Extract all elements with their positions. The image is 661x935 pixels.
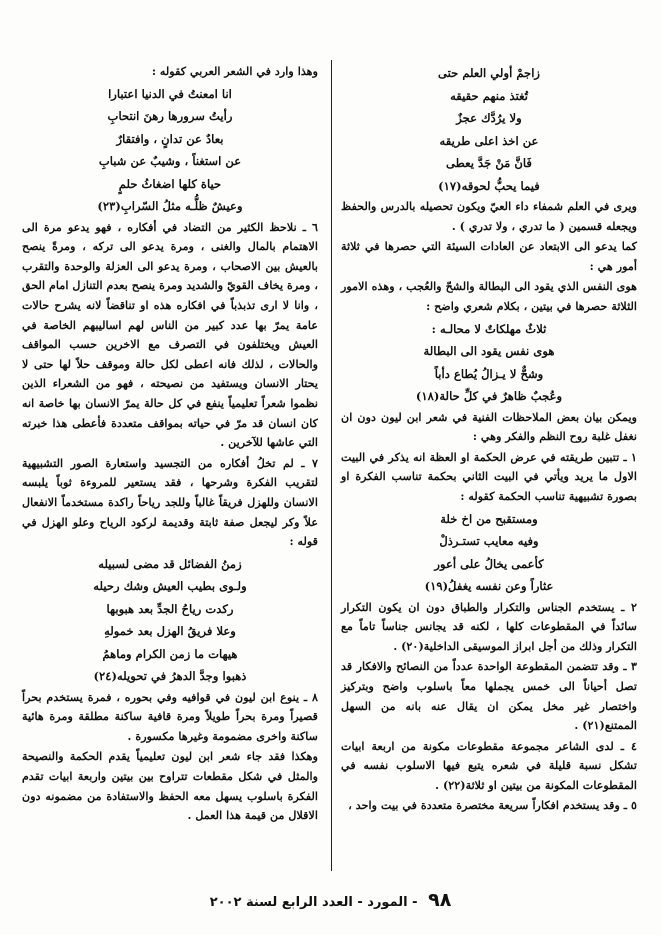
verse-line: فيما يحبُّ لحوقه(١٧) (438, 178, 540, 193)
journal-info: - المورد - العدد الرابع لسنة ٢٠٠٢ (209, 895, 418, 910)
paragraph: ٣ ـ وقد تتضمن المقطوعة الواحدة عدداً من النصائح والافكار قد تصل أحياناً الى خمس يجملها معاً باسلوب واضح وبتركيز واختصار غير مخل يمكن ان يقال عنه بانه من السهل الممتنع(٢١) . (341, 659, 637, 733)
verse-line: ومستقبح من اخ خلة (440, 511, 538, 526)
paragraph: ٦ ـ نلاحظ الكثير من التضاد في أفكاره ، فهو يدعو مرة الى الاهتمام بالمال والغنى ، ومرة يدعو الى تركه ، ومرةً ينصح بالعيش بين الاصحاب ، ومرة يدعو الى العزلة والوحدة والتقرب ، ومرة يخاف القويّ والشديد ومرة ينصح بعدم التنازل امام الحق ، وانا لا ارى تذبذباً في افكاره هذه او تناقضاً لانه يشرح حالات عامة يمرّ بها عدد كبير من الناس لهم اساليبهم الخاصة في العيش ويختلفون في التصرف مع الاخرين حسب المواقف والحالات ، لذلك فانه اعطى لكل حالة وموقف حلاً لها حتى لا يحتار الانسان ويستفيد من نصيحته ، فهو من الشعراء الذين نظموا شعراً تعليمياً ينفع في كل حالة يمرّ الانسان بها خاصة انه كان انسان قد مرّ في حياته بمواقف متعددة فأعطى هذا خبرته التي عاشها للآخرين . (22, 219, 318, 450)
left-column (22, 62, 318, 873)
paragraph: ٢ ـ يستخدم الجناس والتكرار والطباق دون ان يكون التكرار سائداً في المقطوعات كلها ، لكنه قد يجانس جناساً تاماً مع التكرار وذلك من أجل ابراز الموسيقى الداخلية(٢٠) . (341, 599, 637, 653)
verse-line: فَانَّ مَنْ جَدَّ يعطى (446, 156, 532, 170)
verse-line: تُغتذ منهم حقيقه (450, 88, 528, 103)
verse-line: ركدت رياحُ الجدِّ بعد هبوبها (106, 601, 234, 616)
verse-line: وعيشٌ ظلُّـه مثلُ السّرابِ(٢٣) (97, 199, 243, 214)
column-divider (331, 60, 332, 871)
verse-line: وشحٌّ لا يـزالُ يُطاع دأباً (434, 366, 544, 381)
verse-line: وفيه معايب تستـرذلْ (439, 534, 539, 549)
verse-line: وعُجبٌ ظاهرٌ في كلِّ حالة(١٨) (415, 389, 563, 404)
verse-line: عثاراً وعن نفسه يغفلُ(١٩) (424, 579, 554, 594)
verse-line: عن اخذ اعلى طريقه (439, 133, 539, 148)
verse-line: زمنُ الفضائل قد مضى لسبيله (98, 556, 242, 571)
paragraph: ويمكن بيان بعض الملاحظات الفنية في شعر ابن ليون دون ان نغفل غلبة روح النظم والفكر وهي : (341, 409, 637, 444)
verse-line: ثلاثٌ مهلكاتٌ لا محالـه : (431, 321, 547, 336)
paragraph: كما يدعو الى الابتعاد عن العادات السيئة التي حصرها في ثلاثة أمور هي : (341, 239, 637, 273)
paragraph: هوى النفس الذي يقود الى البطالة والشحّ والعُجب ، وهذه الامور الثلاثة حصرها في بيتين ، بكلام شعري واضح : (341, 279, 637, 313)
verse-line: كأعمى يخالُ على أعور (434, 556, 544, 571)
verse-line: عن استغناً ، وشيبٌ عن شبابِ (98, 154, 242, 169)
verse-line: هيهات ما زمن الكرام وماهمُ (102, 646, 238, 661)
verse-line: هوى نفس يقود الى البطالة (423, 344, 555, 359)
verse-line: رأيتُ سرورها رهنَ انتحابِ (107, 109, 233, 124)
paragraph: وهكذا فقد جاء شعر ابن ليون تعليمياً يقدم الحكمة والنصيحة والمثل في شكل مقطعات تتراوح بين بيتين واربعة ابيات تقدم الفكرة باسلوب يسهل معه الحفظ والاستفادة من مضمونه دون الاقلال من قيمة هذا العمل . (22, 749, 318, 823)
verse-line: ذهبوا وجدَّ الدهرُ في تحويله(٢٤) (93, 669, 247, 684)
paragraph: ٤ ـ لدى الشاعر مجموعة مقطوعات مكونة من اربعة ابيات تشكل نسبة قليلة في شعره يتبع فيها الاسلوب نفسه في المقطوعات المكونة من بيتين او ثلاثة(٢٢) . (341, 738, 637, 792)
verse-line: انا امعنتُ في الدنيا اعتبارا (108, 86, 232, 101)
paragraph: ويرى في العلم شمفاء داء العيّ ويكون تحصيله بالدرس والحفظ ويجعله قسمين ( ما تدري ، ولا تدري ) . (341, 199, 637, 233)
paragraph: وهذا وارد في الشعر العربي كقوله : (151, 64, 318, 78)
verse-line: حياة كلها اضغاثُ حلمٍ (118, 176, 222, 191)
verse-line: ولا يرُدَّك عجزٌ (456, 111, 522, 125)
verse-line: ولـوى بطيب العيش وشك رحيله (93, 579, 247, 594)
paragraph: ١ ـ تتبين طريقته في عرض الحكمة او العظة انه يذكر في البيت الاول ما يريد ويأتي في البيت الثاني بحكمة تناسب الفكرة او بصورة تشبيهية تناسب الحكمة كقوله : (341, 449, 637, 503)
paragraph: ٨ ـ ينوع ابن ليون في قوافيه وفي بحوره ، فمرة يستخدم بحراً قصيراً ومرة بحراً طويلاً ومرة قافية ساكنة مطلقة ومرة هائية ساكنة واخرى مضمومة وغيرها مكسورة . (22, 689, 318, 743)
verse-line: وعلا فريقُ الهزل بعد خمولهِ (104, 624, 236, 639)
right-column (341, 62, 637, 873)
page-number: ٩٨ (428, 889, 452, 911)
paragraph: ٥ ـ وقد يستخدم افكاراً سريعة مختصرة متعددة في بيت واحد ، (348, 798, 637, 813)
verse-line: بعادٌ عن تدانٍ ، وافتقارٌ (116, 131, 224, 146)
paragraph: ٧ ـ لم تخلُ أفكاره من التجسيد واستعارة الصور التشبيهية لتقريب الفكرة وشرحها ، فقد يستعير للمروءة ثوباً يلبسه الانسان وللهزل فريقاً غالباً وللجد رياحاً راكدة مستخدماً الانفعال علاً وكر ليجعل صفة ثابتة وقديمة لركود الرياح وعلو الهزل في قوله : (22, 455, 318, 549)
verse-line: زاجمْ أولي العلم حتى (437, 66, 541, 80)
page-footer (0, 889, 661, 911)
